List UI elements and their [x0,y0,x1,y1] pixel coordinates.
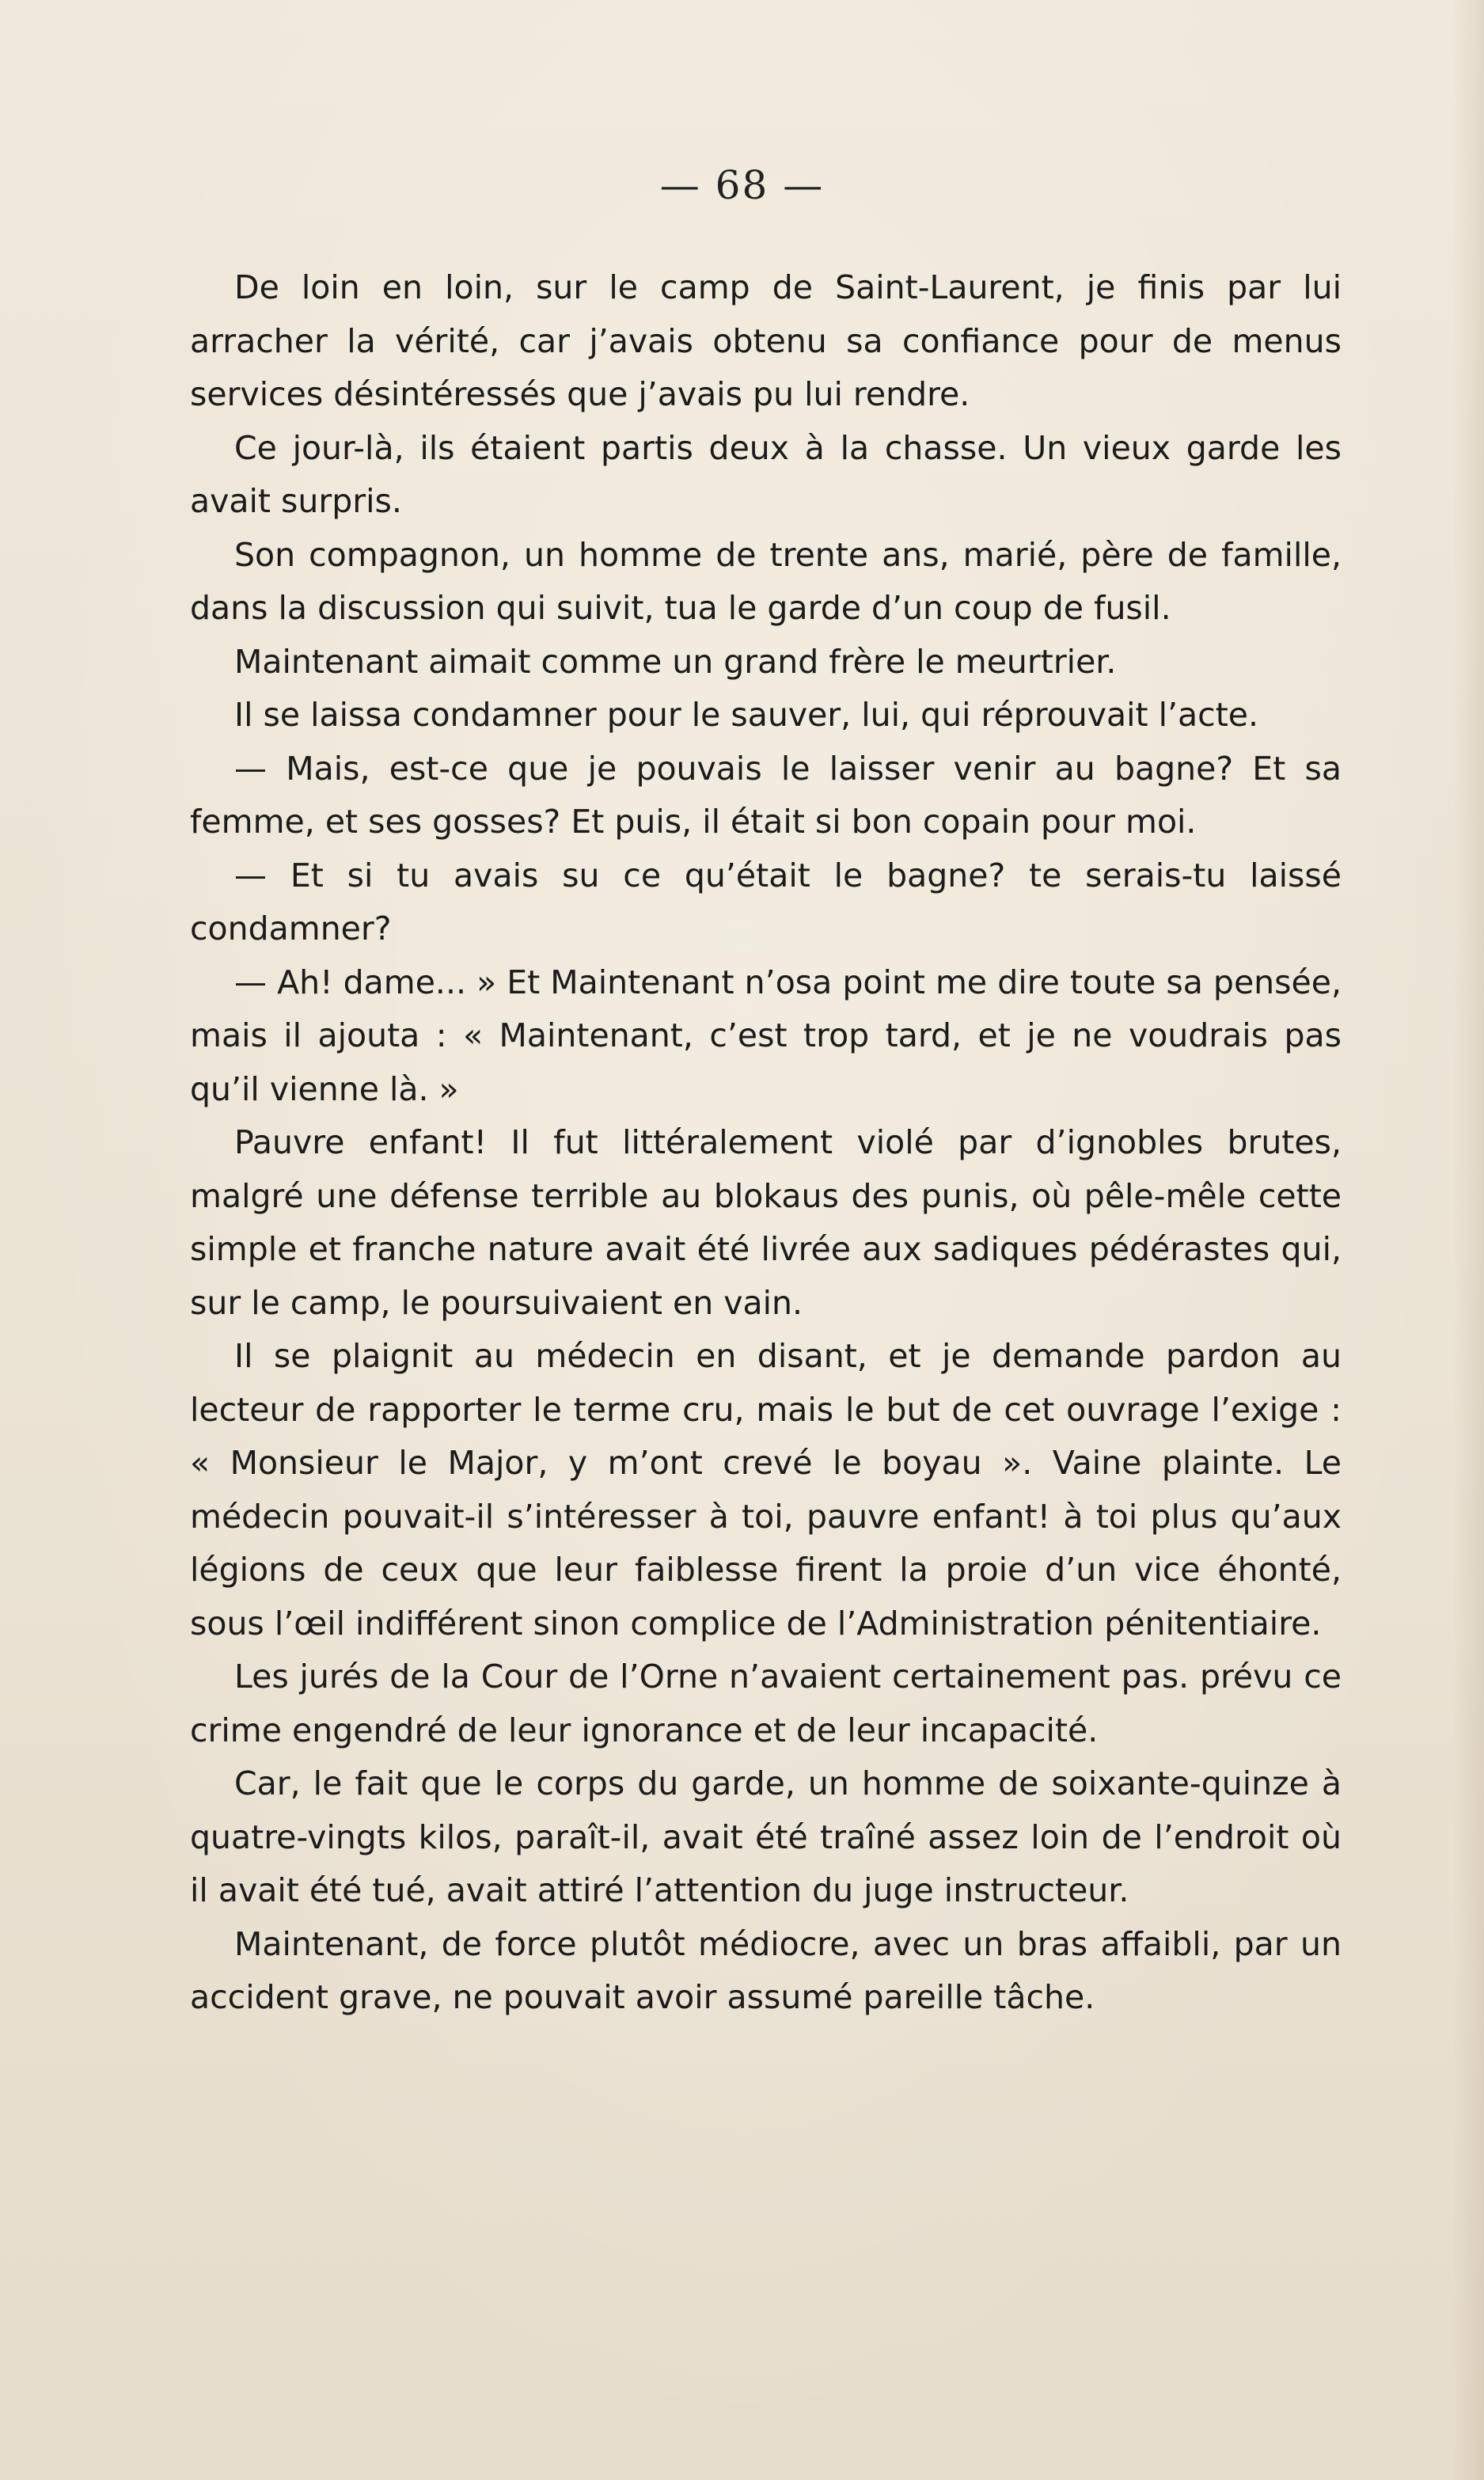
paragraph: Maintenant aimait comme un grand frère le meurtrier. [234,642,1117,681]
paragraph: Pauvre enfant! Il fut littéralement violé par d’ignobles brutes, malgré une défense terrible au blokaus des punis, où pêle-mêle cette simple et franche nature avait été livrée aux sadiques pédérastes qui, sur le camp, le poursuivaient en vain. [190,1123,1342,1322]
paragraph: Il se plaignit au médecin en disant, et je demande pardon au lecteur de rapporter le terme cru, mais le but de cet ouvrage l’exige : « Monsieur le Major, y m’ont crevé le boyau ». Vaine plainte. Le médecin pouvait-il s’intéresser à toi, pauvre enfant! à toi plus qu’aux légions de ceux que leur faiblesse firent la proie d’un vice éhonté, sous l’œil indifférent sinon complice de l’Administration pénitentiaire. [190,1337,1342,1643]
paragraph: — Mais, est-ce que je pouvais le laisser venir au bagne? Et sa femme, et ses gosses? Et puis, il était si bon copain pour moi. [190,749,1342,841]
page-number: — 68 — [659,162,825,208]
paragraph: — Ah! dame... » Et Maintenant n’osa point me dire toute sa pensée, mais il ajouta : « Maintenant, c’est trop tard, et je ne voudrais pas qu’il vienne là. » [190,963,1342,1108]
paragraph: Car, le fait que le corps du garde, un homme de soixante-quinze à quatre-vingts kilos, paraît-il, avait été traîné assez loin de l’endroit où il avait été tué, avait attiré l’attention du juge instructeur. [190,1764,1342,1909]
paragraph: — Et si tu avais su ce qu’était le bagne? te serais-tu laissé condamner? [190,856,1342,948]
page-edge-shadow [1452,0,1484,2480]
paragraph: Ce jour-là, ils étaient partis deux à la chasse. Un vieux garde les avait surpris. [190,428,1342,520]
paragraph: Il se laissa condamner pour le sauver, lui, qui réprouvait l’acte. [234,696,1259,734]
paragraph: De loin en loin, sur le camp de Saint-Laurent, je finis par lui arracher la vérité, car j’avais obtenu sa confiance pour de menus services désintéressés que j’avais pu lui rendre. [190,268,1342,413]
paragraph: Les jurés de la Cour de l’Orne n’avaient certainement pas. prévu ce crime engendré de leur ignorance et de leur incapacité. [190,1658,1342,1749]
paragraph: Maintenant, de force plutôt médiocre, avec un bras affaibli, par un accident grave, ne pouvait avoir assumé pareille tâche. [190,1924,1342,2016]
paragraph: Son compagnon, un homme de trente ans, marié, père de famille, dans la discussion qui suivit, tua le garde d’un coup de fusil. [190,535,1342,627]
body-text [190,261,1342,2025]
